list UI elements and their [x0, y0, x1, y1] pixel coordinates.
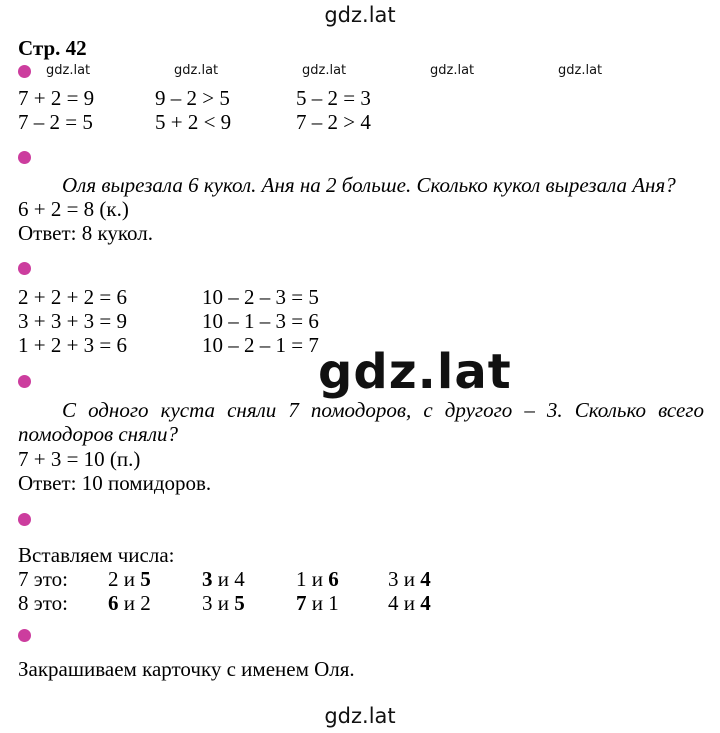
watermark-small: gdz.lat [558, 63, 603, 78]
equation: 7 – 2 = 5 [18, 110, 93, 134]
watermark-small: gdz.lat [174, 63, 219, 78]
equation: 7 + 2 = 9 [18, 86, 95, 110]
comparison: 9 – 2 > 5 [155, 86, 230, 110]
instruction: Закрашиваем карточку с именем Оля. [18, 657, 355, 681]
task-bullet [18, 262, 31, 275]
watermark-small: gdz.lat [430, 63, 475, 78]
answer: Ответ: 10 помидоров. [18, 471, 212, 495]
number-pair: 1 и 6 [296, 567, 339, 591]
equation: 10 – 1 – 3 = 6 [202, 309, 319, 333]
watermark-big: gdz.lat [318, 344, 512, 400]
number-pair: 4 и 4 [388, 591, 431, 615]
equation: 3 + 3 + 3 = 9 [18, 309, 128, 333]
task-bullet [18, 375, 31, 388]
task-bullet [18, 151, 31, 164]
instruction: Вставляем числа: [18, 543, 175, 567]
number-pair: 7 и 1 [296, 591, 339, 615]
number-pair: 3 и 5 [202, 591, 245, 615]
task-bullet [18, 513, 31, 526]
word-problem-line: С одного куста сняли 7 помодоров, с другого – 3. Сколько всего [62, 398, 704, 422]
watermark-small: gdz.lat [302, 63, 347, 78]
solution: 6 + 2 = 8 (к.) [18, 197, 129, 221]
comparison: 7 – 2 > 4 [296, 110, 371, 134]
watermark-bottom: gdz.lat [324, 704, 396, 728]
task-bullet [18, 629, 31, 642]
equation: 10 – 2 – 1 = 7 [202, 333, 319, 357]
equation: 2 + 2 + 2 = 6 [18, 285, 128, 309]
solution: 7 + 3 = 10 (п.) [18, 447, 141, 471]
answer: Ответ: 8 кукол. [18, 221, 153, 245]
number-pair: 6 и 2 [108, 591, 151, 615]
number-pair: 2 и 5 [108, 567, 151, 591]
row-label: 7 это: [18, 567, 68, 591]
task-bullet [18, 65, 31, 78]
watermark-small: gdz.lat [46, 63, 91, 78]
equation: 10 – 2 – 3 = 5 [202, 285, 319, 309]
equation: 1 + 2 + 3 = 6 [18, 333, 128, 357]
comparison: 5 + 2 < 9 [155, 110, 232, 134]
word-problem-line: помодоров сняли? [18, 422, 178, 446]
row-label: 8 это: [18, 591, 68, 615]
number-pair: 3 и 4 [388, 567, 431, 591]
watermark-top: gdz.lat [324, 3, 396, 27]
number-pair: 3 и 4 [202, 567, 245, 591]
page-title: Стр. 42 [18, 36, 87, 60]
word-problem: Оля вырезала 6 кукол. Аня на 2 больше. Сколько кукол вырезала Аня? [62, 173, 676, 197]
equation: 5 – 2 = 3 [296, 86, 371, 110]
